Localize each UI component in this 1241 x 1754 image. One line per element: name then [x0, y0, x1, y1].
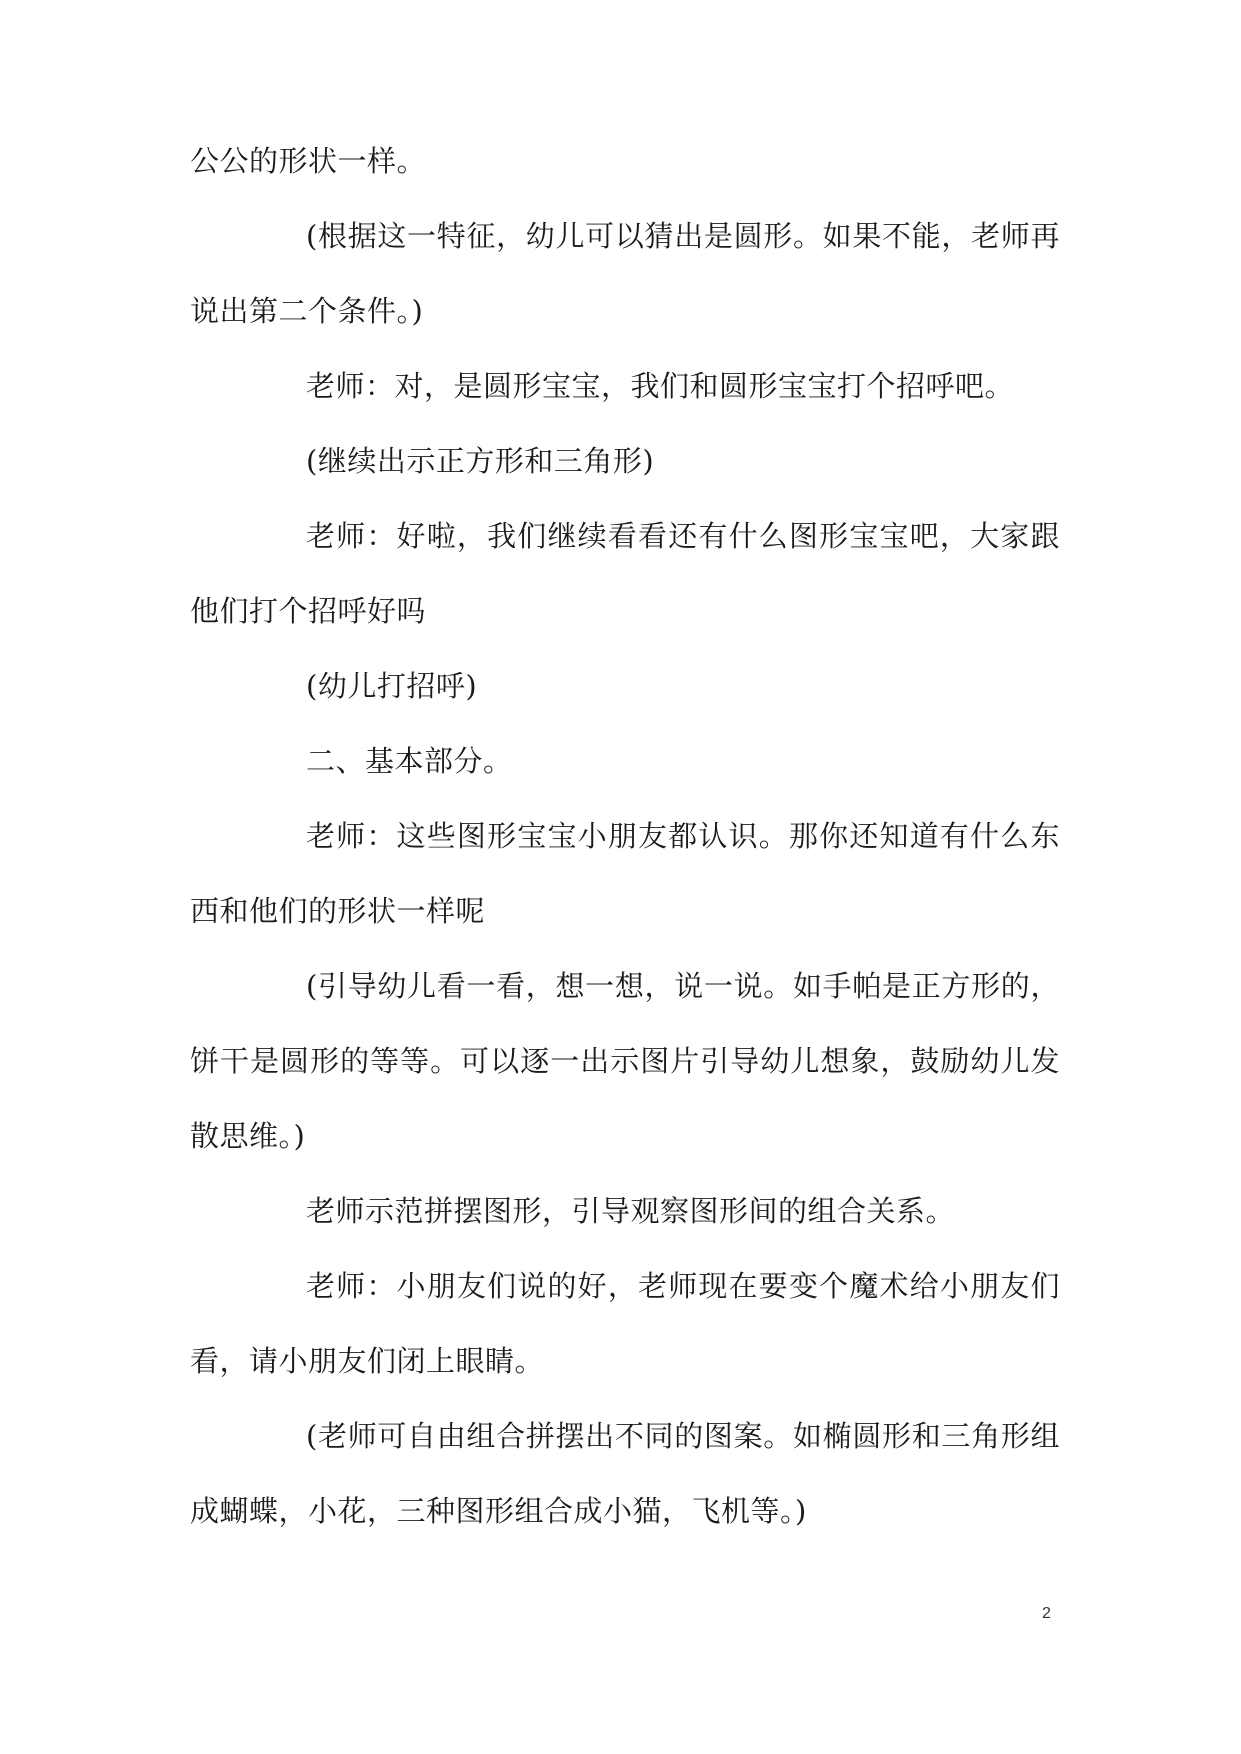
paragraph-combine-shapes: (老师可自由组合拼摆出不同的图案。如椭圆形和三角形组成蝴蝶，小花，三种图形组合成小猫，飞机等。)	[190, 1419, 1060, 1528]
paragraph-teacher-demo: 老师示范拼摆图形，引导观察图形间的组合关系。	[306, 1194, 956, 1228]
paragraph-teacher-greet: 老师：好啦，我们继续看看还有什么图形宝宝吧，大家跟他们打个招呼好吗	[190, 519, 1060, 628]
paragraph-guess-hint: (根据这一特征，幼儿可以猜出是圆形。如果不能，老师再说出第二个条件。)	[190, 219, 1060, 328]
paragraph-continuation: 公公的形状一样。	[190, 144, 427, 178]
paragraph-teacher-question: 老师：这些图形宝宝小朋友都认识。那你还知道有什么东西和他们的形状一样呢	[190, 819, 1060, 928]
paragraph-teacher-magic: 老师：小朋友们说的好，老师现在要变个魔术给小朋友们看，请小朋友们闭上眼睛。	[190, 1269, 1060, 1378]
paragraph-guide-children: (引导幼儿看一看，想一想，说一说。如手帕是正方形的，饼干是圆形的等等。可以逐一出示图片引导幼儿想象，鼓励幼儿发散思维。)	[190, 969, 1060, 1153]
paragraph-show-shapes: (继续出示正方形和三角形)	[306, 444, 655, 478]
section-heading-basic: 二、基本部分。	[306, 744, 513, 778]
paragraph-teacher-circle: 老师：对，是圆形宝宝，我们和圆形宝宝打个招呼吧。	[306, 369, 1015, 403]
page-number: 2	[1042, 1605, 1051, 1622]
body-text	[190, 124, 1060, 1549]
paragraph-children-greet: (幼儿打招呼)	[306, 669, 478, 703]
